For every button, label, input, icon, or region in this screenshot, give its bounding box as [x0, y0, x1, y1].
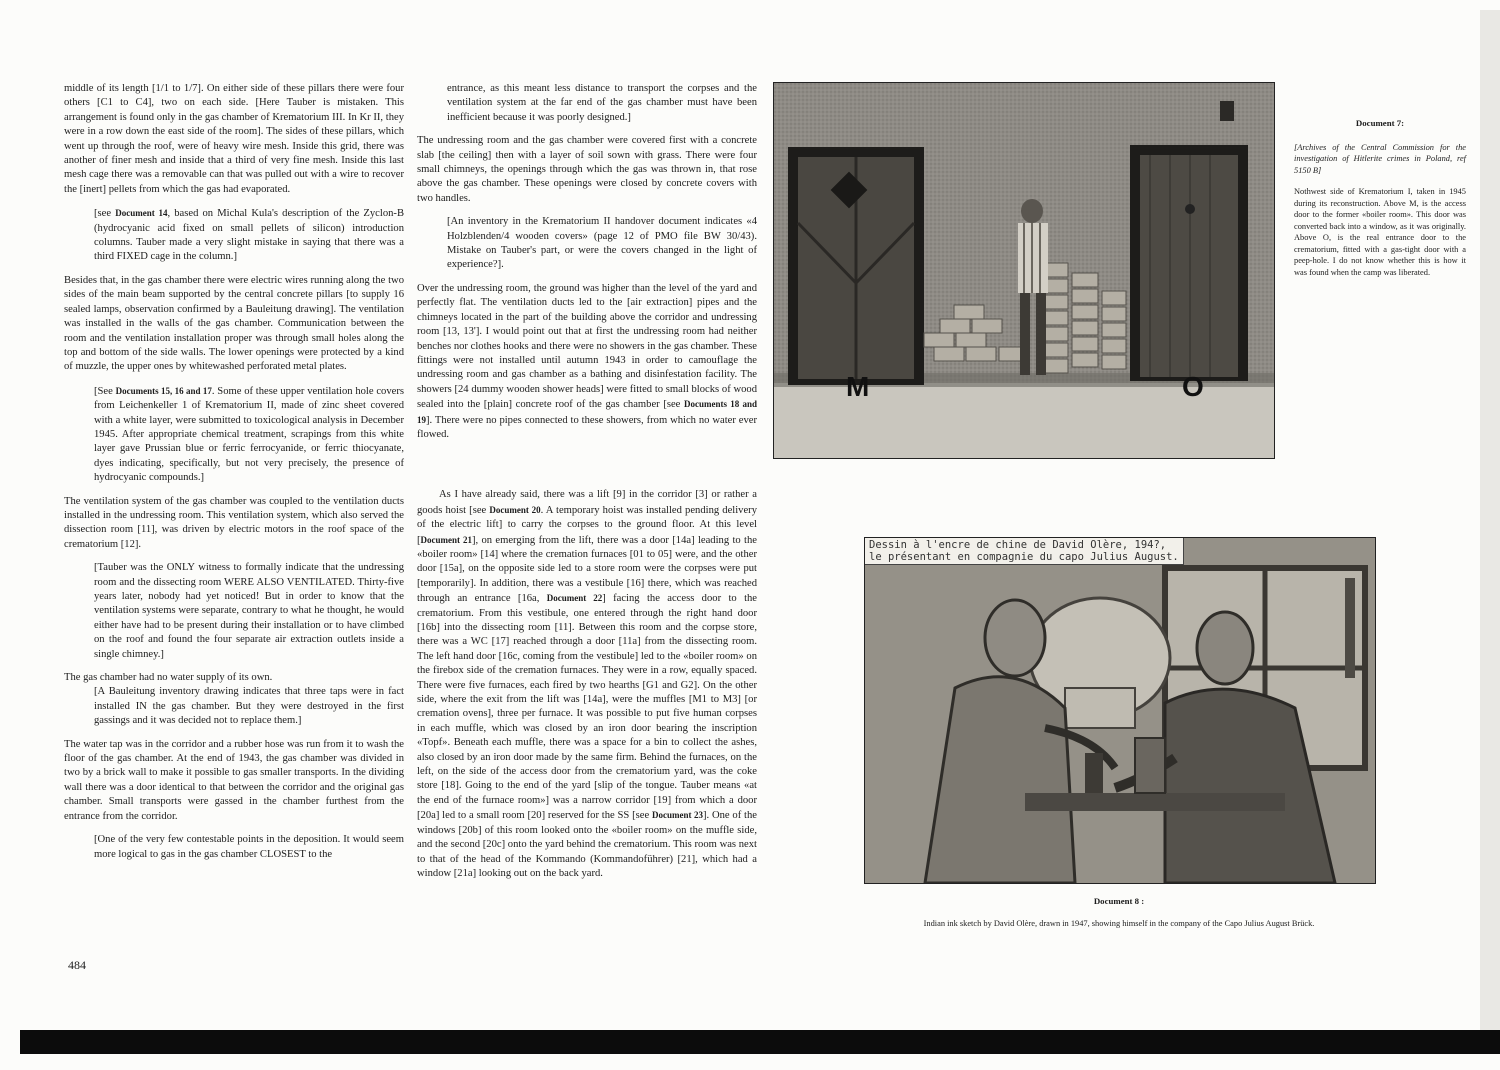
editor-note: [See Documents 15, 16 and 17. Some of these upper ventilation hole covers from Leichenkeller 1 of Krematorium II, made of zinc sheet covered with a white layer, were submitted to toxicological analysis in December 1945. After appropriate chemical treatment, scrapings from this white layer gave Prussian blue or ferric ferrocyanide, or ferric thiocyanate, dyes indicating, specifically, but not very precisely, the presence of hydrocyanic compounds.]	[94, 385, 404, 484]
document-reference: Document 14	[115, 208, 168, 219]
paragraph: The undressing room and the gas chamber were covered first with a concrete slab [the ceiling] then with a layer of soil sown with grass. There were four small chimneys, the openings through which the gas was thrown in, that rose above the gas chamber. These openings were closed by concrete covers with two handles.	[417, 135, 757, 204]
caption-title: Document 8 :	[1093, 896, 1145, 906]
page-number: 484	[68, 958, 86, 972]
caption-text: Indian ink sketch by David Olère, drawn in 1947, showing himself in the company of the Capo Julius August Brück.	[923, 918, 1315, 928]
scan-border	[20, 1030, 1500, 1054]
document-reference: Document 20	[489, 504, 541, 515]
paragraph: As I have already said, there was a lift [9] in the corridor [3] or rather a goods hoist [see Document 20. A temporary hoist was installed pending delivery of the electric lift] to carry the corpses to the ground floor. At this level [Document 21], on emerging from the lift, there was a door [14a] leading to the «boiler room» [14] where the cremation furnaces [01 to 05] were, and the other door [15a], on the opposite side led to a store room were the corpses were put [temporarily]. In addition, there was a vestibule [16] there, which was reached through an entrance [16a, Document 22] facing the access door to the crematorium. From this vestibule, one entered through the right hand door [16b] into the dissecting room [11]. Between this room and the corpse store, there was a WC [17] reached through a door [11a] from the dissecting room. The left hand door [16c, coming from the vestibule] led to the «boiler room» on the firebox side of the cremation furnaces. They were in a row, equally spaced. There were five furnaces, each fired by two hearths [G1 and G2]. On the other side, where the exit from the lift was [14a], were the muffles [M1 to M3] [or cremation ovens], three per furnace. It was possible to put five human corpses in each muffle, which was closed by an iron door bearing the inscription «Topf». Beneath each muffle, there was a space for a bin to collect the ashes, also closed by an iron door made by the same firm. Behind the furnaces, on the left, on the side of the access door from the crematorium yard, was the coke store [18]. Going to the end of the yard [slip of the tongue. Tauber means «at the end of the furnace room»] was a narrow corridor [19] from which a door [20a] led to a small room [20] reserved for the SS [see Document 23]. One of the windows [20b] of this room looked onto the «boiler room» on the muffle side, and the second [20c] onto the yard behind the crematorium. This room was next to that of the head of the Kommando (Kommandoführer) [21], which had a window [21a] looking out on the back yard.	[417, 489, 758, 879]
sketch-inset-caption: Dessin à l'encre de chine de David Olère, 194?, le présentant en compagnie du capo Julius August.	[865, 538, 1184, 565]
ink-sketch-image	[865, 538, 1375, 883]
editor-note: entrance, as this meant less distance to transport the corpses and the ventilation system at the far end of the gas chamber must have been inefficient because it was poorly designed.]	[447, 83, 757, 123]
paragraph: The water tap was in the corridor and a rubber hose was run from it to wash the floor of the gas chamber. At the end of 1943, the gas chamber was divided in two by a brick wall to make it possible to gas smaller transports. In the dividing wall there was a door identical to that between the corridor and the original gas chamber. Small transports were gassed in the chamber furthest from the entrance from the corridor.	[64, 738, 404, 822]
caption-text: Nothwest side of Krematorium I, taken in 1945 during its reconstruction. Above M, is the access door to the former «boiler room». This door was converted back into a window, as it was originally. Above O, is the real entrance door to the crematorium, fitted with a gas-tight door with a peep-hole. I do not know whether this is how it was found when the camp was liberated.	[1294, 187, 1466, 277]
document-reference: Document 23	[652, 810, 703, 821]
document-reference: Documents 18 and 19	[417, 399, 757, 425]
document-7-caption	[1294, 118, 1466, 278]
photo-label-m: M	[846, 371, 870, 402]
document-8-caption	[864, 896, 1374, 929]
paragraph: middle of its length [1/1 to 1/7]. On either side of these pillars there were four others [C1 to C4], two on each side. [Here Tauber is mistaken. This arrangement is found only in the gas chamber of Krematorium III. In Kr II, they were in a row down the east side of the room]. The sides of these pillars, which went up through the roof, were of heavy wire mesh. Inside this grid, there was another of finer mesh and inside that a third of very fine mesh. Inside this last mesh cage there was a removable can that was pulled out with a wire to recover the [inert] pellets from which the gas had evaporated.	[64, 83, 404, 195]
paragraph: The ventilation system of the gas chamber was coupled to the ventilation ducts installed in the undressing room. This ventilation system, which also served the dissection room [11], was driven by electric motors in the roof space of the crematorium [12].	[64, 495, 404, 550]
document-reference: Documents 15, 16 and 17	[115, 385, 212, 396]
paragraph: Besides that, in the gas chamber there were electric wires running along the two sides of the main beam supported by the central concrete pillars [to supply 16 sealed lamps, observation confirmed by a Bauleitung drawing]. The ventilation was installed in the walls of the gas chamber. Communication between the room and the ventilation installation proper was through small holes along the top and bottom of the side walls. The lower openings were protected by a kind of muzzle, the upper ones by whitewashed perforated metal plates.	[64, 274, 404, 373]
text-column-left	[64, 82, 404, 871]
document-7-photo	[773, 82, 1275, 459]
document-reference: Document 22	[546, 593, 603, 604]
editor-note: [Tauber was the ONLY witness to formally indicate that the undressing room and the dissecting room WERE ALSO VENTILATED. Thirty-five years later, nobody had yet noticed! But in order to know that the ventilation systems were separate, contrary to what he thought, he would either have had to be present during their installation or to have climbed on the roof and found the four separate air extraction outlets inside a single chimney.]	[94, 562, 404, 660]
editor-note: [A Bauleitung inventory drawing indicates that three taps were in fact installed IN the gas chamber. But they were destroyed in the first gassings and it was decided not to replace them.]	[94, 686, 404, 727]
page-edge	[1480, 10, 1500, 1040]
editor-note: [One of the very few contestable points in the deposition. It would seem more logical to gas in the gas chamber CLOSEST to the	[94, 834, 404, 860]
paragraph: Over the undressing room, the ground was higher than the level of the yard and perfectly flat. The ventilation ducts led to the [air extraction] pipes and the chimneys located in the part of the building above the corridor and undressing room [13, 13']. I would point out that at first the undressing room had neither benches nor clothes hooks and there were no showers in the gas chamber. These fittings were not installed until autumn 1943 in order to camouflage the undressing room and gas chamber as a bathing and disinfestation facility. The showers [24 dummy wooden shower heads] were fitted to small blocks of wood sealed into the [plain] concrete roof of the gas chamber [see Documents 18 and 19]. There were no pipes connected to these showers, from which no water ever flowed.	[417, 282, 757, 440]
text-column-middle	[417, 82, 757, 890]
editor-note: [An inventory in the Krematorium II handover document indicates «4 Holzblenden/4 wooden covers» (page 12 of PMO file BW 30/43). Mistake on Tauber's part, or were the covers changed in the light of experience?].	[447, 216, 757, 271]
caption-source: [Archives of the Central Commission for the investigation of Hitlerite crimes in Poland, ref 5150 B]	[1294, 142, 1466, 175]
photo-label-o: O	[1182, 371, 1204, 402]
editor-note: [see Document 14, based on Michal Kula's description of the Zyclon-B (hydrocyanic acid fixed on small pellets of silicon) introduction columns. Tauber made a very slight mistake in saying that there was a third FIXED cage in the column.]	[94, 208, 405, 263]
paragraph: The gas chamber had no water supply of its own.	[64, 672, 273, 684]
document-reference: Document 21	[420, 534, 472, 545]
caption-title: Document 7:	[1355, 118, 1405, 128]
document-8-sketch	[864, 537, 1376, 884]
